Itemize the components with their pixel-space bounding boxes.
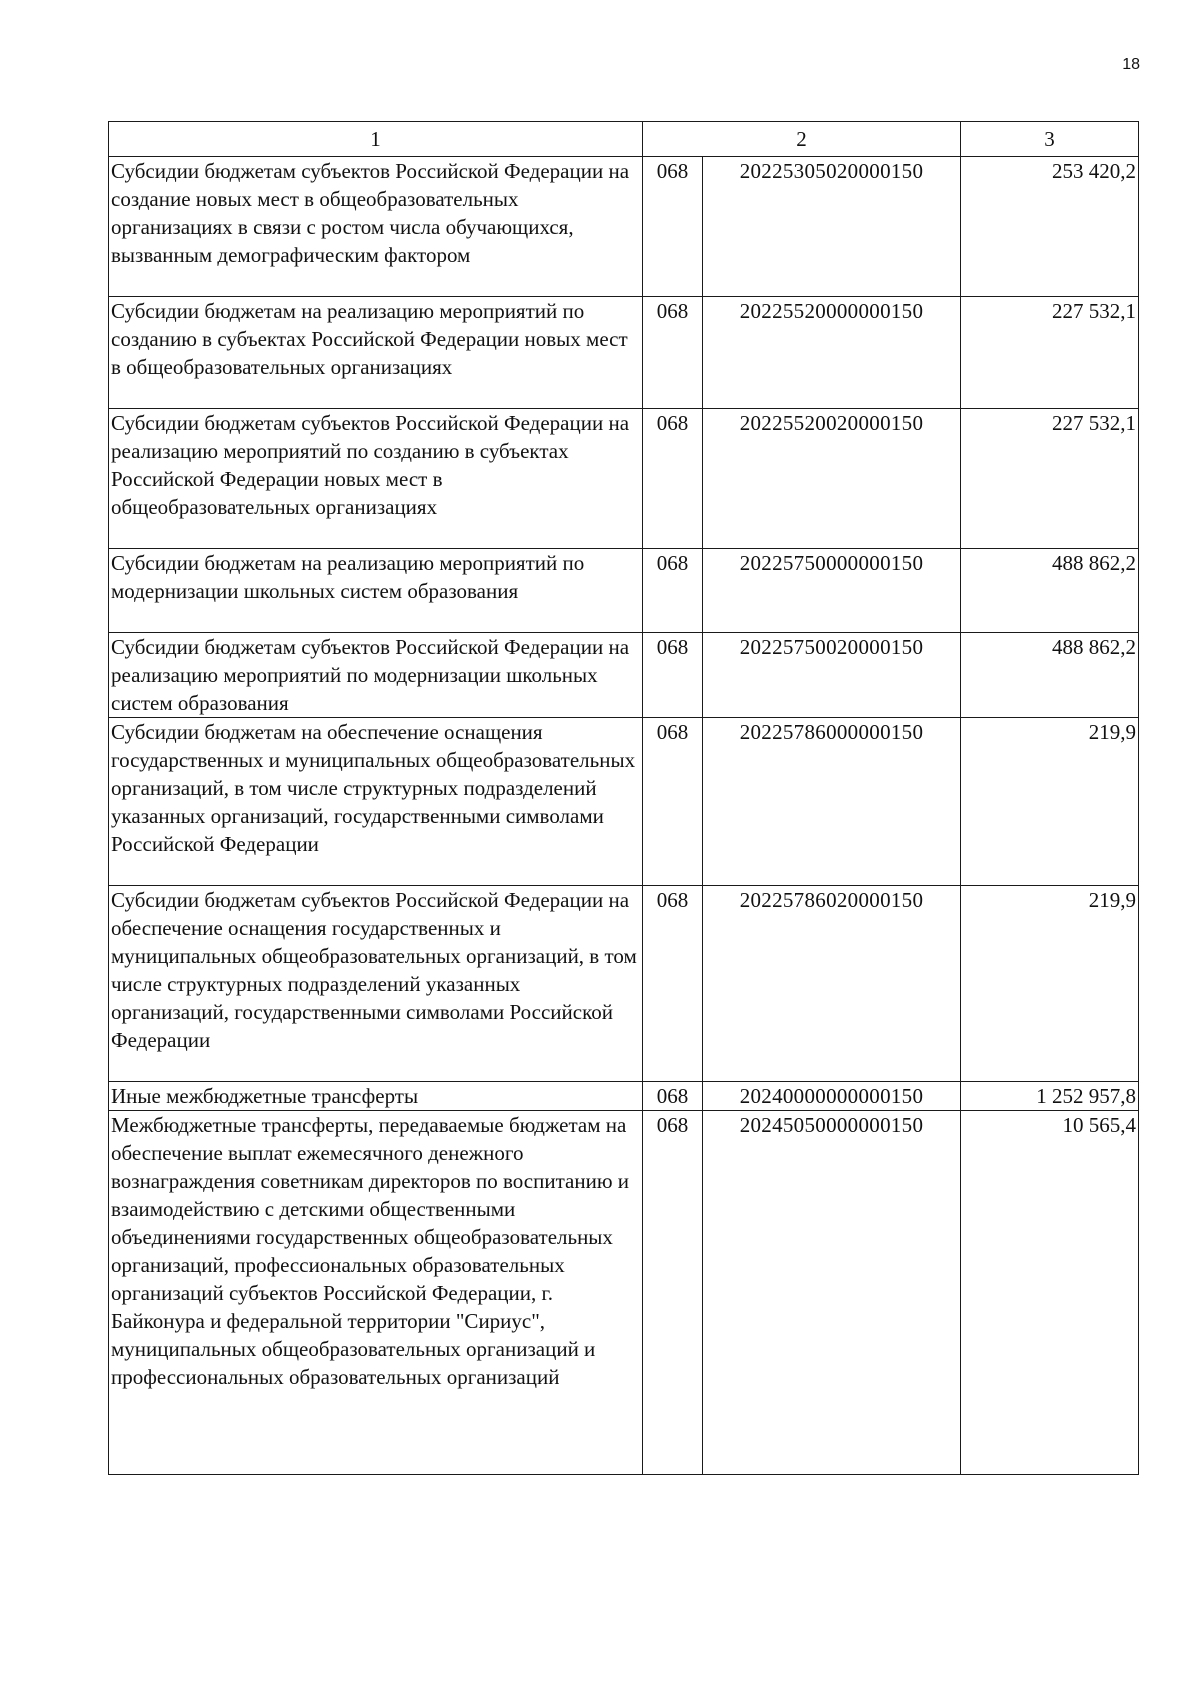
row-amount-cell: 488 862,2 <box>961 633 1139 718</box>
page-number: 18 <box>1122 56 1140 73</box>
row-admin-code-cell: 068 <box>643 718 703 886</box>
row-admin-code-cell: 068 <box>643 157 703 297</box>
row-amount-cell: 253 420,2 <box>961 157 1139 297</box>
row-amount-cell: 227 532,1 <box>961 409 1139 549</box>
row-revenue-code-cell: 20225520000000150 <box>703 297 961 409</box>
row-admin-code-cell: 068 <box>643 549 703 633</box>
revenue-table <box>108 121 1139 1475</box>
row-amount-cell: 488 862,2 <box>961 549 1139 633</box>
row-name-cell: Иные межбюджетные трансферты <box>109 1082 643 1111</box>
row-admin-code-cell: 068 <box>643 1082 703 1111</box>
row-revenue-code-cell: 20225750000000150 <box>703 549 961 633</box>
row-revenue-code-cell: 20225786000000150 <box>703 718 961 886</box>
row-amount-cell: 1 252 957,8 <box>961 1082 1139 1111</box>
row-admin-code-cell: 068 <box>643 409 703 549</box>
row-amount-cell: 227 532,1 <box>961 297 1139 409</box>
column-header-2: 2 <box>643 122 961 157</box>
row-revenue-code-cell: 20225305020000150 <box>703 157 961 297</box>
row-revenue-code-cell: 20225786020000150 <box>703 886 961 1082</box>
row-revenue-code-cell: 20240000000000150 <box>703 1082 961 1111</box>
row-admin-code-cell: 068 <box>643 297 703 409</box>
table-row <box>109 1082 1139 1111</box>
row-name-cell: Субсидии бюджетам субъектов Российской Федерации на реализацию мероприятий по созданию в субъектах Российской Федерации новых мест в общеобразовательных организациях <box>109 409 643 549</box>
row-name-cell: Субсидии бюджетам субъектов Российской Федерации на обеспечение оснащения государственных и муниципальных общеобразовательных организаций, в том числе структурных подразделений указанных организаций, государственными символами Российской Федерации <box>109 886 643 1082</box>
column-header-1: 1 <box>109 122 643 157</box>
row-amount-cell: 219,9 <box>961 886 1139 1082</box>
row-name-cell: Субсидии бюджетам на обеспечение оснащения государственных и муниципальных общеобразовательных организаций, в том числе структурных подразделений указанных организаций, государственными символами Российской Федерации <box>109 718 643 886</box>
row-name-cell: Межбюджетные трансферты, передаваемые бюджетам на обеспечение выплат ежемесячного денежного вознаграждения советникам директоров по воспитанию и взаимодействию с детскими общественными объединениями государственных общеобразовательных организаций, профессиональных образовательных организаций субъектов Российской Федерации, г. Байконура и федеральной территории "Сириус", муниципальных общеобразовательных организаций и профессиональных образовательных организаций <box>109 1111 643 1475</box>
row-name-cell: Субсидии бюджетам на реализацию мероприятий по модернизации школьных систем образования <box>109 549 643 633</box>
row-amount-cell: 10 565,4 <box>961 1111 1139 1475</box>
table-row <box>109 157 1139 297</box>
table-header-row <box>109 122 1139 157</box>
column-header-3: 3 <box>961 122 1139 157</box>
table-row <box>109 633 1139 718</box>
row-revenue-code-cell: 20225750020000150 <box>703 633 961 718</box>
row-name-cell: Субсидии бюджетам субъектов Российской Федерации на реализацию мероприятий по модернизации школьных систем образования <box>109 633 643 718</box>
row-admin-code-cell: 068 <box>643 886 703 1082</box>
table-row <box>109 297 1139 409</box>
row-admin-code-cell: 068 <box>643 1111 703 1475</box>
table-row <box>109 718 1139 886</box>
row-name-cell: Субсидии бюджетам субъектов Российской Федерации на создание новых мест в общеобразовательных организациях в связи с ростом числа обучающихся, вызванным демографическим фактором <box>109 157 643 297</box>
row-amount-cell: 219,9 <box>961 718 1139 886</box>
table-row <box>109 886 1139 1082</box>
table-row <box>109 409 1139 549</box>
row-revenue-code-cell: 20225520020000150 <box>703 409 961 549</box>
row-name-cell: Субсидии бюджетам на реализацию мероприятий по созданию в субъектах Российской Федерации новых мест в общеобразовательных организациях <box>109 297 643 409</box>
row-admin-code-cell: 068 <box>643 633 703 718</box>
table-row <box>109 549 1139 633</box>
table-row <box>109 1111 1139 1475</box>
row-revenue-code-cell: 20245050000000150 <box>703 1111 961 1475</box>
